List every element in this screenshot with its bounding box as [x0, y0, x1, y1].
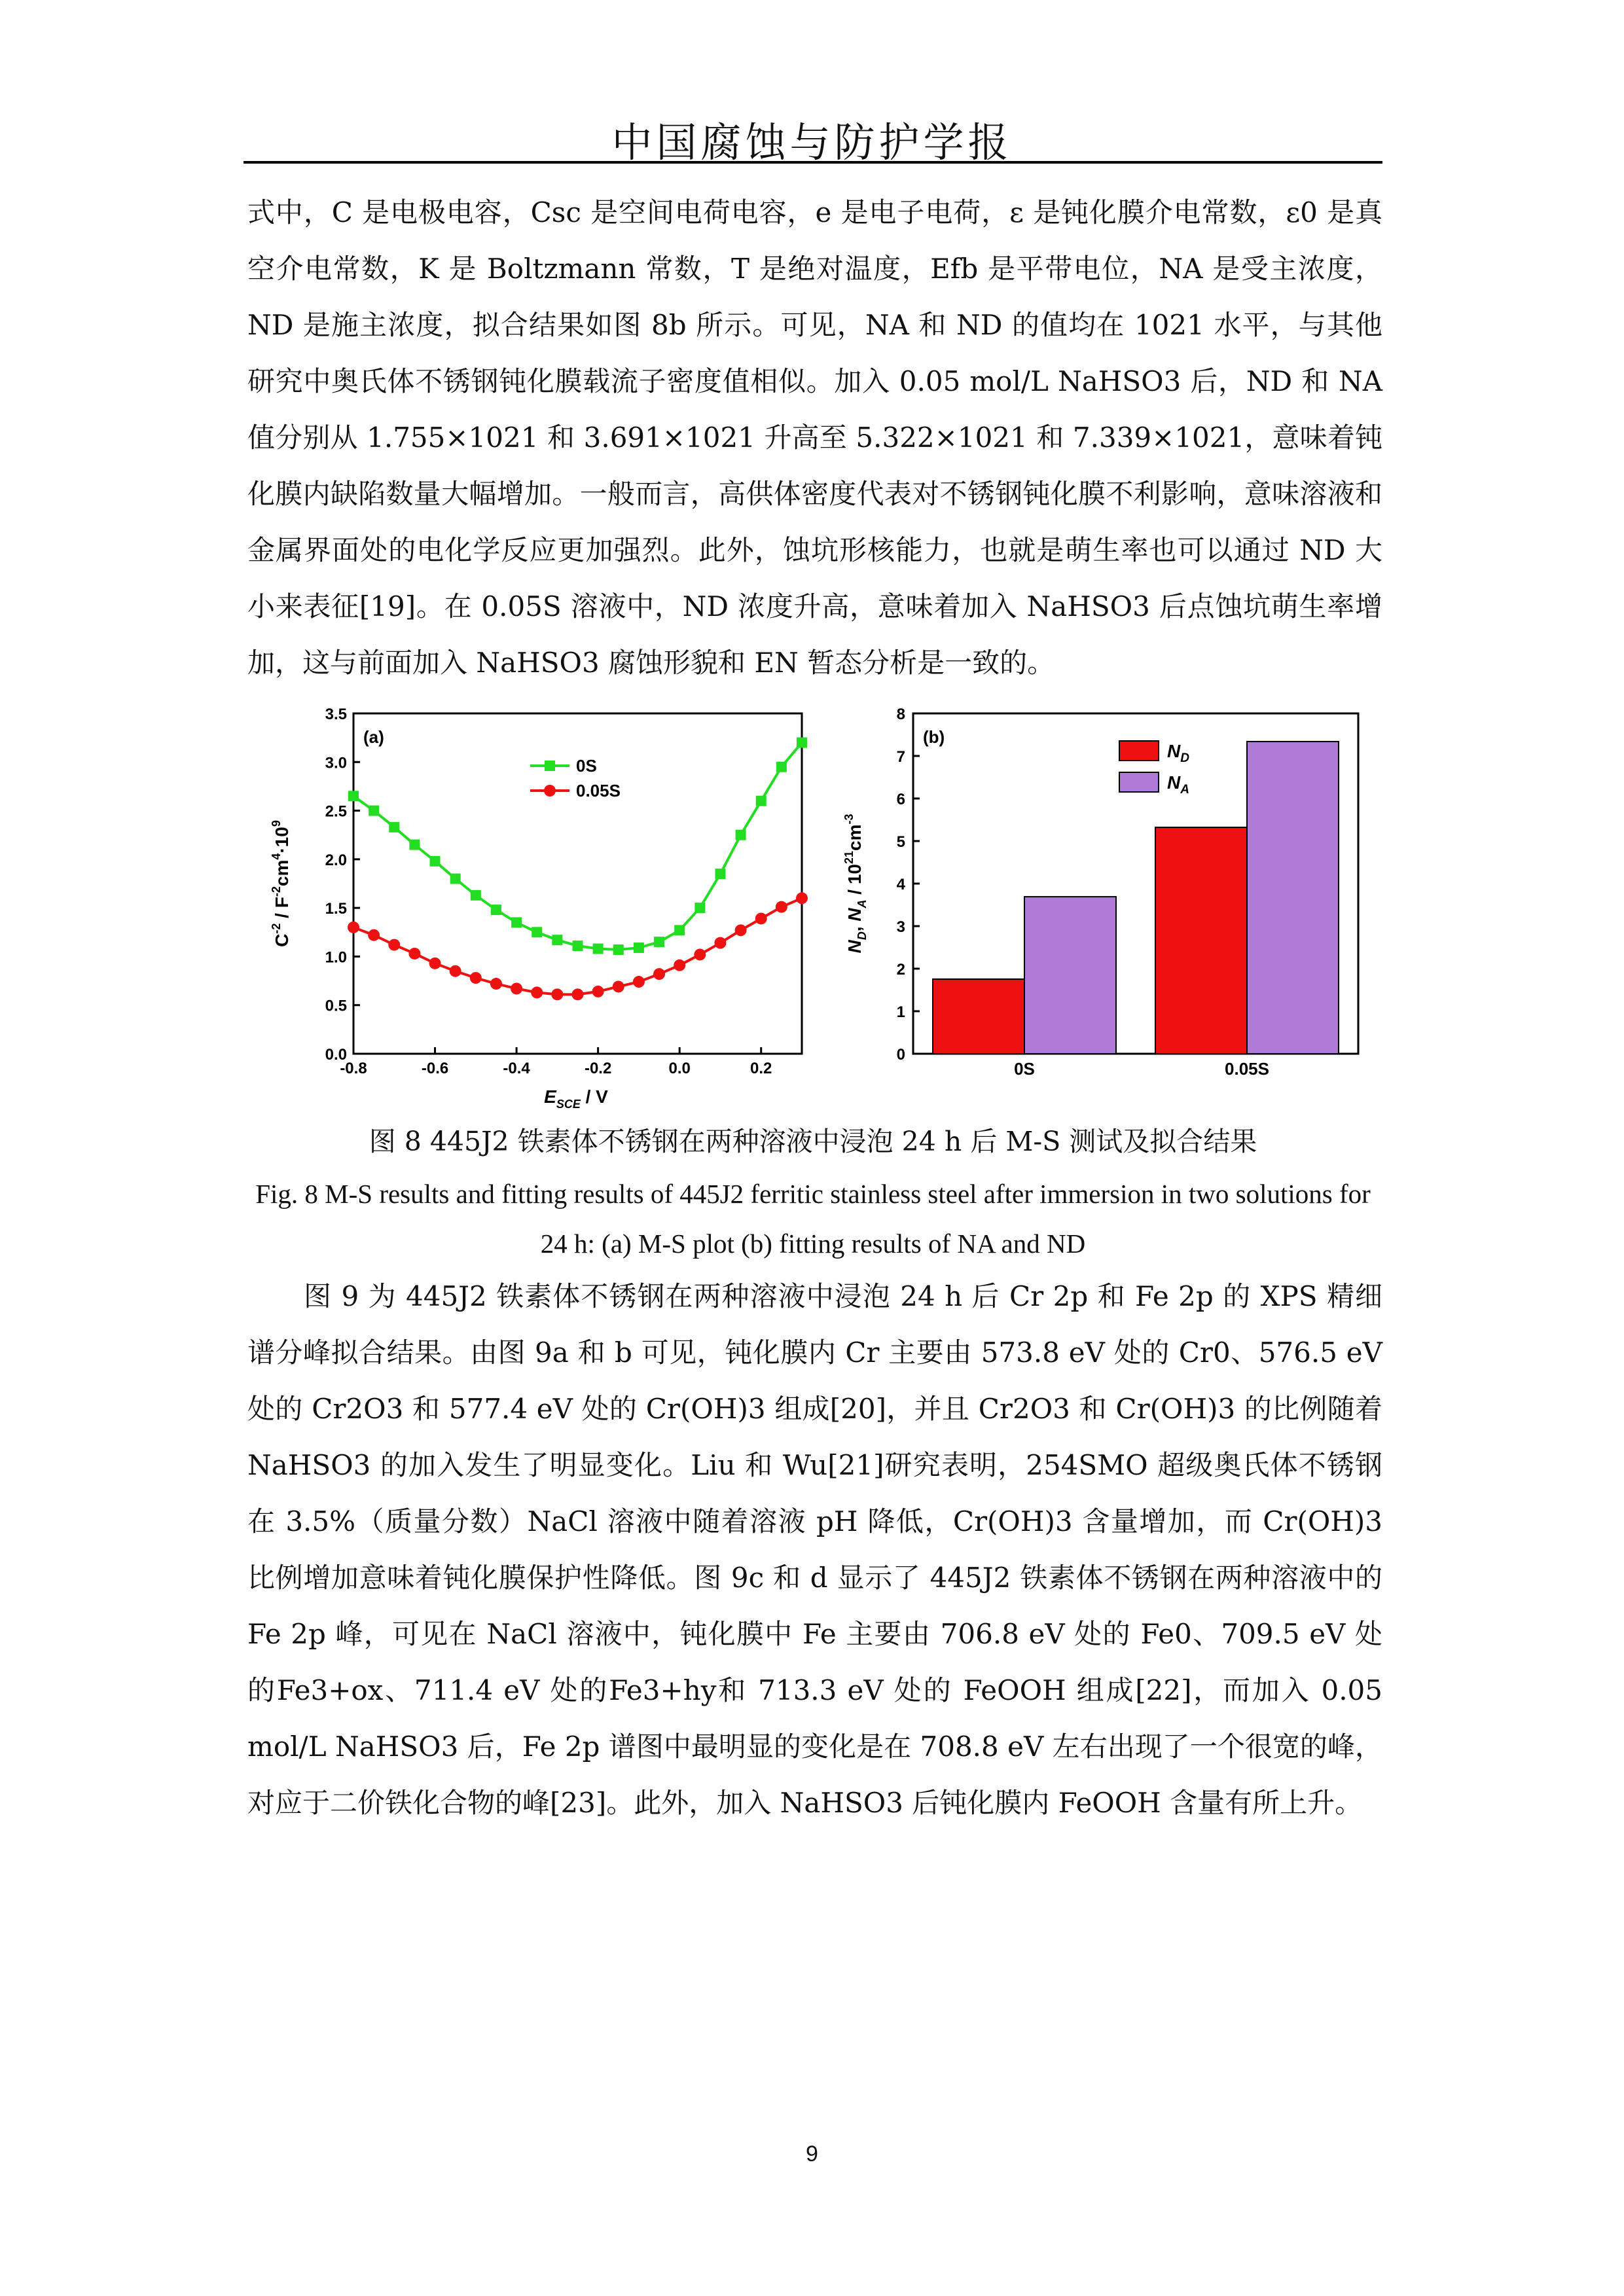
x-tick-label: 0.2: [750, 1060, 772, 1077]
y-tick-label: 1.5: [325, 900, 347, 918]
y-tick-label: 0.5: [325, 997, 347, 1015]
y-tick-label: 0: [896, 1046, 905, 1064]
legend-b: [1119, 741, 1189, 797]
x-axis-title-a: $E_{SCE}$ / V: [544, 1086, 608, 1111]
data-point: [756, 796, 767, 806]
data-point: [592, 986, 604, 997]
legend-label-nd: $N_D$: [1167, 741, 1189, 765]
data-point: [613, 944, 624, 955]
journal-title: 中国腐蚀与防护学报: [611, 118, 1013, 166]
x-tick-label: 0.0: [668, 1060, 691, 1077]
data-point: [552, 935, 562, 945]
data-point: [634, 942, 644, 953]
data-point: [450, 965, 461, 977]
data-point: [511, 982, 522, 994]
data-point: [369, 806, 379, 816]
data-point: [532, 927, 542, 937]
category-label: 0.05S: [1225, 1059, 1269, 1079]
y-tick-label: 7: [896, 748, 905, 766]
bar-NA-0S: [1024, 897, 1116, 1054]
y-tick-label: 1: [896, 1003, 905, 1021]
data-point: [368, 929, 380, 941]
data-point: [653, 968, 665, 980]
data-point: [735, 924, 747, 936]
y-tick-label: 5: [896, 833, 905, 851]
data-point: [755, 912, 767, 924]
data-point: [388, 939, 400, 951]
panel-label-b: (b): [923, 727, 945, 747]
data-point: [776, 762, 787, 772]
data-point: [613, 980, 624, 992]
legend-swatch-na: [1119, 772, 1159, 792]
data-point: [776, 901, 787, 913]
figure-caption-cn: 图 8 445J2 铁素体不锈钢在两种溶液中浸泡 24 h 后 M-S 测试及拟合结果: [369, 1126, 1257, 1157]
x-tick-label: -0.4: [503, 1060, 530, 1077]
data-point: [348, 922, 359, 933]
chart-panel-a: [270, 707, 808, 1111]
data-point: [797, 738, 807, 748]
x-tick-label: -0.6: [421, 1060, 449, 1077]
legend-label-0s: 0S: [576, 756, 597, 776]
body-paragraph-1: [247, 185, 1382, 691]
data-point: [715, 869, 725, 879]
data-point: [511, 917, 522, 927]
data-point: [694, 948, 706, 960]
data-point: [593, 944, 604, 954]
data-point: [674, 960, 685, 971]
y-tick-label: 1.0: [325, 948, 347, 967]
y-tick-label: 3.0: [325, 754, 347, 772]
data-point: [796, 892, 808, 904]
body-paragraph-2: [247, 1268, 1382, 1831]
legend-label-005s: 0.05S: [576, 781, 621, 800]
category-label: 0S: [1014, 1059, 1035, 1079]
y-tick-label: 6: [896, 791, 905, 808]
data-point: [429, 958, 441, 969]
data-point: [408, 948, 420, 960]
bar-NA-0.05S: [1247, 742, 1339, 1054]
page-number: 9: [806, 2142, 818, 2166]
y-tick-label: 2.0: [325, 851, 347, 869]
data-point: [531, 986, 543, 998]
data-point: [389, 822, 399, 833]
legend-label-na: $N_A$: [1167, 772, 1189, 797]
paragraph-text: 图 9 为 445J2 铁素体不锈钢在两种溶液中浸泡 24 h 后 Cr 2p 和 Fe 2p 的 XPS 精细谱分峰拟合结果。由图 9a 和 b 可见，钝化膜内 Cr 主要由 573.8 eV 处的 Cr0、576.5 eV 处的 Cr2O3 和 577.4 eV 处的 Cr(OH)3 组成[20]，并且 Cr2O3 和 Cr(OH)3 的比例随着 NaHSO3 的加入发生了明显变化。Liu 和 Wu[21]研究表明，254SMO 超级奥氏体不锈钢在 3.5%（质量分数）NaCl 溶液中随着溶液 pH 降低，Cr(OH)3 含量增加，而 Cr(OH)3 比例增加意味着钝化膜保护性降低。图 9c 和 d 显示了 445J2 铁素体不锈钢在两种溶液中的 Fe 2p 峰，可见在 NaCl 溶液中，钝化膜中 Fe 主要由 706.8 eV 处的 Fe0、709.5 eV 处的Fe3+ox、711.4 eV 处的Fe3+hy和 713.3 eV 处的 FeOOH 组成[22]，而加入 0.05 mol/L NaHSO3 后，Fe 2p 谱图中最明显的变化是在 708.8 eV 左右出现了一个很宽的峰，对应于二价铁化合物的峰[23]。此外，加入 NaHSO3 后钝化膜内 FeOOH 含量有所上升。: [247, 1280, 1382, 1819]
legend-swatch-nd: [1119, 741, 1159, 761]
data-point: [551, 988, 563, 1000]
data-point: [409, 840, 420, 850]
legend-a: [530, 756, 621, 800]
data-point: [674, 925, 685, 935]
data-point: [695, 903, 705, 913]
bar-ND-0.05S: [1155, 827, 1247, 1054]
data-point: [430, 856, 441, 867]
legend-marker-0s: [545, 761, 555, 771]
data-point: [633, 976, 645, 988]
data-point: [654, 937, 664, 947]
data-point: [714, 937, 726, 949]
y-tick-label: 3.5: [325, 707, 347, 723]
figure-8: [249, 707, 1394, 1113]
y-axis-title-b: $N_D$, $N_A / 10^{21}cm^{-3}$: [842, 814, 869, 954]
y-tick-label: 8: [896, 707, 905, 723]
data-point: [470, 972, 482, 984]
panel-label-a: (a): [363, 727, 384, 747]
data-point: [573, 941, 583, 951]
y-tick-label: 2: [896, 961, 905, 978]
x-tick-label: -0.8: [340, 1060, 367, 1077]
paragraph-text: 式中，C 是电极电容，Csc 是空间电荷电容，e 是电子电荷，ε 是钝化膜介电常数，ε0 是真空介电常数，K 是 Boltzmann 常数，T 是绝对温度，Efb 是平带电位，NA 是受主浓度，ND 是施主浓度，拟合结果如图 8b 所示。可见，NA 和 ND 的值均在 1021 水平，与其他研究中奥氏体不锈钢钝化膜载流子密度值相似。加入 0.05 mol/L NaHSO3 后，ND 和 NA 值分别从 1.755×1021 和 3.691×1021 升高至 5.322×1021 和 7.339×1021，意味着钝化膜内缺陷数量大幅增加。一般而言，高供体密度代表对不锈钢钝化膜不利影响，意味溶液和金属界面处的电化学反应更加强烈。此外，蚀坑形核能力，也就是萌生率也可以通过 ND 大小来表征[19]。在 0.05S 溶液中，ND 浓度升高，意味着加入 NaHSO3 后点蚀坑萌生率增加，这与前面加入 NaHSO3 腐蚀形貌和 EN 暂态分析是一致的。: [247, 196, 1382, 679]
data-point: [572, 988, 584, 1000]
y-tick-label: 2.5: [325, 802, 347, 821]
data-point: [490, 978, 502, 990]
data-point: [491, 905, 501, 915]
data-point: [450, 874, 461, 884]
figure-caption-en: Fig. 8 M-S results and fitting results of 445J2 ferritic stainless steel after immersion in two solutions for 24 h: (a) M-S plot (b) fitting results of NA and ND: [255, 1179, 1371, 1259]
data-point: [736, 830, 746, 840]
y-axis-title-a: $C^{-2} / F^{-2}cm^4\cdot 10^9$: [270, 820, 292, 947]
data-point: [471, 890, 481, 901]
bar-ND-0S: [933, 979, 1024, 1054]
x-tick-label: -0.2: [584, 1060, 612, 1077]
header-rule: [244, 161, 1382, 164]
legend-marker-005s: [544, 785, 556, 797]
y-tick-label: 3: [896, 918, 905, 936]
data-point: [348, 791, 359, 801]
chart-panel-b: [842, 707, 1358, 1079]
y-tick-label: 4: [896, 876, 905, 893]
y-tick-label: 0.0: [325, 1046, 347, 1064]
